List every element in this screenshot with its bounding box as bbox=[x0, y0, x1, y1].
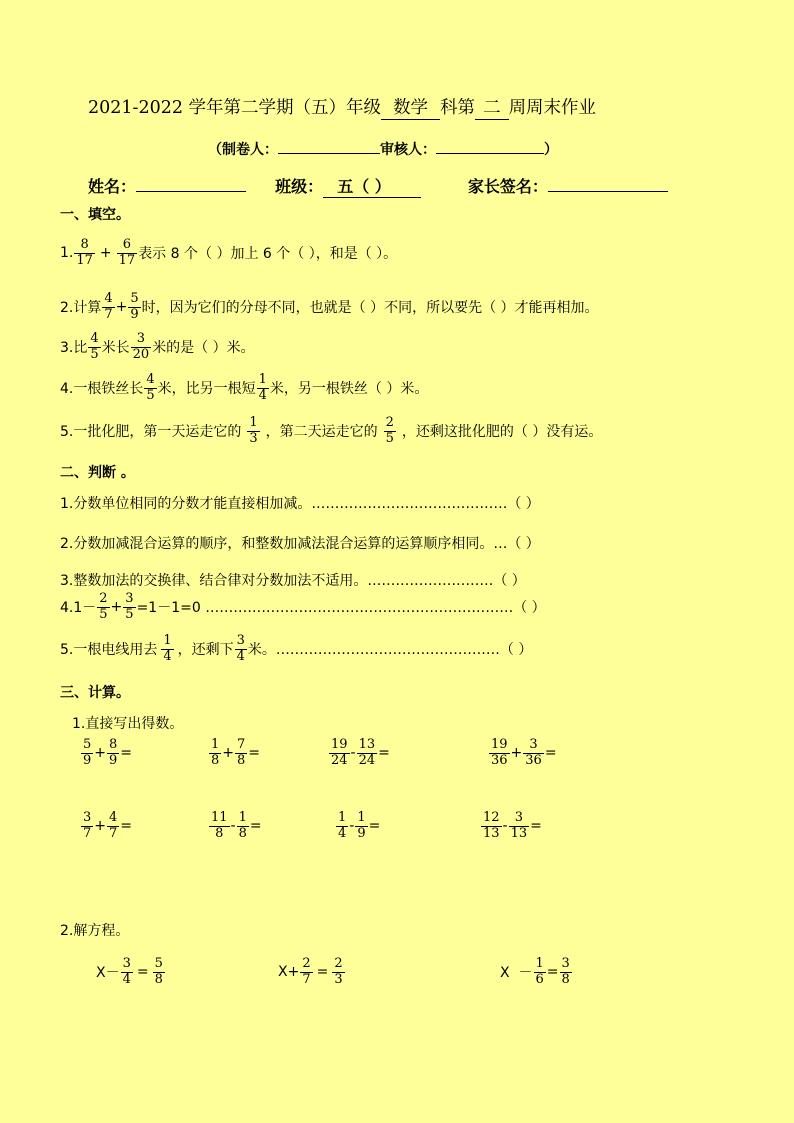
calc-item bbox=[80, 738, 132, 769]
judge-question-5 bbox=[60, 634, 532, 665]
operator: + bbox=[110, 599, 123, 616]
equation-2 bbox=[278, 957, 346, 988]
operator: - bbox=[350, 745, 356, 762]
denominator: 8 bbox=[211, 752, 220, 768]
question-text: 5.一根电线用去 bbox=[60, 642, 158, 659]
q-num: 1. bbox=[60, 245, 74, 262]
question-text: ，还剩这批化肥的（ ）没有运。 bbox=[401, 424, 603, 441]
judge-question-3: 3.整数加法的交换律、结合律对分数加法不适用。………………………（ ） bbox=[60, 573, 526, 589]
fraction bbox=[237, 811, 249, 842]
denominator: 24 bbox=[358, 752, 376, 768]
reviewer-field[interactable] bbox=[436, 136, 544, 154]
operator: + bbox=[510, 745, 523, 762]
denominator: 36 bbox=[525, 752, 542, 768]
fill-question-3 bbox=[60, 332, 255, 363]
calc-item bbox=[208, 738, 260, 769]
denominator: 20 bbox=[132, 346, 150, 362]
equals: = bbox=[249, 818, 262, 835]
fraction bbox=[107, 738, 119, 769]
equals: = bbox=[248, 745, 261, 762]
reviewer-label: 审核人： bbox=[380, 142, 436, 158]
denominator: 5 bbox=[99, 606, 108, 622]
fraction bbox=[332, 957, 344, 988]
fraction bbox=[489, 738, 510, 769]
numerator: 19 bbox=[491, 737, 508, 752]
section-heading-fill: 一、填空。 bbox=[60, 207, 130, 223]
question-text: ，第二天运走它的 bbox=[265, 424, 378, 441]
fraction bbox=[161, 634, 173, 665]
fraction bbox=[74, 238, 95, 269]
numerator: 1 bbox=[338, 810, 347, 825]
numerator: 6 bbox=[117, 238, 138, 254]
numerator: 1 bbox=[258, 372, 267, 387]
question-text: 表示 8 个（ ）加上 6 个（ ），和是（ ）。 bbox=[138, 246, 398, 263]
numerator: 2 bbox=[385, 415, 394, 430]
maker-label: （制卷人： bbox=[208, 142, 278, 158]
denominator: 8 bbox=[237, 752, 246, 768]
question-text: 米。…………………………………………（ ） bbox=[247, 642, 533, 659]
judge-question-2: 2.分数加减混合运算的顺序，和整数加减法混合运算的运算顺序相同。…（ ） bbox=[60, 536, 540, 552]
fraction bbox=[235, 634, 247, 665]
denominator: 7 bbox=[104, 306, 113, 322]
parent-signature-field[interactable] bbox=[548, 174, 668, 192]
denominator: 13 bbox=[510, 825, 528, 841]
fraction bbox=[107, 811, 119, 842]
denominator: 9 bbox=[109, 752, 118, 768]
denominator: 4 bbox=[236, 648, 245, 664]
class-label: 班级： bbox=[275, 177, 324, 196]
question-text: =1－1=0 …………………………………………………………（ ） bbox=[136, 600, 546, 617]
equals: = bbox=[136, 964, 149, 981]
equals: = bbox=[546, 964, 559, 981]
equation-3 bbox=[500, 957, 573, 988]
fraction bbox=[523, 738, 544, 769]
fraction bbox=[560, 957, 572, 988]
maker-field[interactable] bbox=[278, 136, 380, 154]
close-paren: ） bbox=[544, 142, 558, 158]
denominator: 9 bbox=[357, 825, 366, 841]
equation-text: X－ bbox=[96, 965, 120, 982]
page-title bbox=[88, 94, 596, 120]
fraction bbox=[384, 416, 396, 447]
fraction bbox=[128, 292, 140, 323]
subject-field bbox=[381, 94, 440, 120]
denominator: 5 bbox=[385, 430, 394, 446]
denominator: 7 bbox=[109, 825, 118, 841]
fraction bbox=[534, 957, 546, 988]
equation-1 bbox=[96, 957, 166, 988]
question-text: 米，另一根铁丝（ ）米。 bbox=[269, 381, 429, 398]
numerator: 2 bbox=[334, 956, 343, 971]
question-text: 米，比另一根短 bbox=[157, 381, 256, 398]
fraction bbox=[257, 373, 269, 404]
equals: = bbox=[368, 818, 381, 835]
numerator: 3 bbox=[131, 332, 152, 348]
subject-value: 数学 bbox=[393, 98, 429, 118]
denominator: 5 bbox=[146, 387, 155, 403]
fraction bbox=[481, 811, 502, 842]
numerator: 3 bbox=[561, 956, 570, 971]
denominator: 13 bbox=[483, 825, 500, 841]
numerator: 1 bbox=[211, 737, 220, 752]
equals: = bbox=[120, 818, 133, 835]
calc-item bbox=[488, 738, 557, 769]
equals: = bbox=[316, 964, 329, 981]
fill-question-5 bbox=[60, 416, 602, 447]
equals: = bbox=[120, 745, 133, 762]
numerator: 3 bbox=[83, 810, 92, 825]
fill-question-4 bbox=[60, 373, 428, 404]
calc-item bbox=[480, 811, 542, 842]
denominator: 4 bbox=[258, 387, 267, 403]
denominator: 3 bbox=[334, 971, 343, 987]
numerator: 3 bbox=[236, 633, 245, 648]
fraction bbox=[509, 811, 530, 842]
denominator: 3 bbox=[249, 430, 258, 446]
fill-question-1 bbox=[60, 238, 397, 269]
operator: + bbox=[94, 818, 107, 835]
denominator: 4 bbox=[122, 971, 131, 987]
numerator: 2 bbox=[99, 591, 108, 606]
operator: + bbox=[99, 245, 112, 262]
numerator: 5 bbox=[154, 956, 163, 971]
denominator: 6 bbox=[535, 971, 544, 987]
judge-question-4 bbox=[60, 592, 546, 623]
fraction bbox=[81, 811, 93, 842]
fraction bbox=[209, 738, 221, 769]
operator: + bbox=[115, 299, 128, 316]
equation-text: X+ bbox=[278, 964, 300, 981]
numerator: 1 bbox=[535, 956, 544, 971]
question-text: 3.比 bbox=[60, 340, 88, 357]
fraction bbox=[153, 957, 165, 988]
denominator: 24 bbox=[331, 752, 348, 768]
denominator: 8 bbox=[238, 825, 247, 841]
numerator: 5 bbox=[83, 737, 92, 752]
denominator: 8 bbox=[154, 971, 163, 987]
numerator: 11 bbox=[211, 810, 228, 825]
fill-question-2 bbox=[60, 292, 599, 323]
question-text: 5.一批化肥，第一天运走它的 bbox=[60, 424, 242, 441]
fraction bbox=[144, 373, 156, 404]
question-text: 2.计算 bbox=[60, 300, 102, 317]
calc-item bbox=[328, 738, 390, 769]
denominator: 5 bbox=[125, 606, 134, 622]
denominator: 7 bbox=[83, 825, 92, 841]
numerator: 4 bbox=[109, 810, 118, 825]
numerator: 7 bbox=[237, 737, 246, 752]
denominator: 17 bbox=[118, 252, 136, 268]
denominator: 9 bbox=[83, 752, 92, 768]
numerator: 3 bbox=[122, 956, 131, 971]
fraction bbox=[121, 957, 133, 988]
question-text: 时，因为它们的分母不同，也就是（ ）不同，所以要先（ ）才能再相加。 bbox=[141, 300, 599, 317]
title-part: 2021-2022 学年第二学期（五）年级 bbox=[88, 98, 382, 118]
denominator: 4 bbox=[338, 825, 347, 841]
denominator: 5 bbox=[90, 346, 99, 362]
week-field bbox=[475, 94, 509, 120]
subheading-equations: 2.解方程。 bbox=[60, 923, 130, 939]
maker-line bbox=[208, 136, 558, 159]
numerator: 8 bbox=[109, 737, 118, 752]
subheading-direct: 1.直接写出得数。 bbox=[72, 716, 184, 732]
fraction bbox=[97, 592, 109, 623]
numerator: 1 bbox=[357, 810, 366, 825]
denominator: 9 bbox=[130, 306, 139, 322]
denominator: 4 bbox=[163, 648, 172, 664]
denominator: 17 bbox=[76, 252, 93, 268]
week-value: 二 bbox=[483, 98, 501, 118]
fraction bbox=[355, 811, 367, 842]
judge-question-1: 1.分数单位相同的分数才能直接相加减。……………………………………（ ） bbox=[60, 496, 540, 512]
numerator: 3 bbox=[125, 591, 134, 606]
fraction bbox=[357, 738, 378, 769]
student-info-line bbox=[88, 174, 668, 198]
section-heading-calc: 三、计算。 bbox=[60, 685, 130, 701]
numerator: 1 bbox=[163, 633, 172, 648]
fraction bbox=[300, 957, 312, 988]
name-field[interactable] bbox=[136, 174, 246, 192]
numerator: 1 bbox=[249, 415, 258, 430]
numerator: 4 bbox=[104, 291, 113, 306]
numerator: 4 bbox=[90, 331, 99, 346]
title-part: 科第 bbox=[440, 98, 476, 118]
question-text: 米长 bbox=[101, 340, 130, 357]
parent-label: 家长签名： bbox=[467, 177, 548, 196]
denominator: 8 bbox=[215, 825, 224, 841]
numerator: 13 bbox=[358, 737, 376, 752]
fraction bbox=[247, 416, 259, 447]
section-heading-judge: 二、判断 。 bbox=[60, 465, 135, 481]
denominator: 7 bbox=[302, 971, 311, 987]
equals: = bbox=[530, 818, 542, 835]
question-text: ，还剩下 bbox=[177, 642, 234, 659]
numerator: 3 bbox=[523, 738, 544, 754]
fraction bbox=[235, 738, 247, 769]
title-part: 周周末作业 bbox=[508, 98, 597, 118]
equals: = bbox=[544, 745, 557, 762]
denominator: 8 bbox=[561, 971, 570, 987]
name-label: 姓名： bbox=[88, 177, 137, 196]
equation-text: X － bbox=[500, 965, 533, 982]
fraction bbox=[131, 332, 152, 363]
calc-item bbox=[80, 811, 132, 842]
numerator: 4 bbox=[146, 372, 155, 387]
operator: - bbox=[502, 818, 508, 835]
class-field[interactable] bbox=[323, 174, 421, 198]
fraction bbox=[209, 811, 230, 842]
class-value: 五（ ） bbox=[337, 177, 391, 196]
operator: + bbox=[222, 745, 235, 762]
question-text: 米的是（ ）米。 bbox=[152, 340, 255, 357]
fraction bbox=[81, 738, 93, 769]
numerator: 19 bbox=[331, 737, 348, 752]
fraction bbox=[329, 738, 350, 769]
numerator: 12 bbox=[483, 810, 500, 825]
fraction bbox=[336, 811, 348, 842]
fraction bbox=[123, 592, 135, 623]
calc-item bbox=[208, 811, 262, 842]
numerator: 1 bbox=[238, 810, 247, 825]
numerator: 3 bbox=[509, 811, 530, 827]
fraction bbox=[102, 292, 114, 323]
calc-item bbox=[335, 811, 380, 842]
question-text: 4.一根铁丝长 bbox=[60, 381, 144, 398]
numerator: 2 bbox=[302, 956, 311, 971]
numerator: 5 bbox=[130, 291, 139, 306]
fraction bbox=[117, 238, 138, 269]
denominator: 36 bbox=[491, 752, 508, 768]
fraction bbox=[88, 332, 100, 363]
operator: - bbox=[230, 818, 236, 835]
equals: = bbox=[378, 745, 390, 762]
operator: - bbox=[349, 818, 355, 835]
operator: + bbox=[94, 745, 107, 762]
question-text: 4.1－ bbox=[60, 600, 97, 617]
numerator: 8 bbox=[74, 238, 95, 254]
